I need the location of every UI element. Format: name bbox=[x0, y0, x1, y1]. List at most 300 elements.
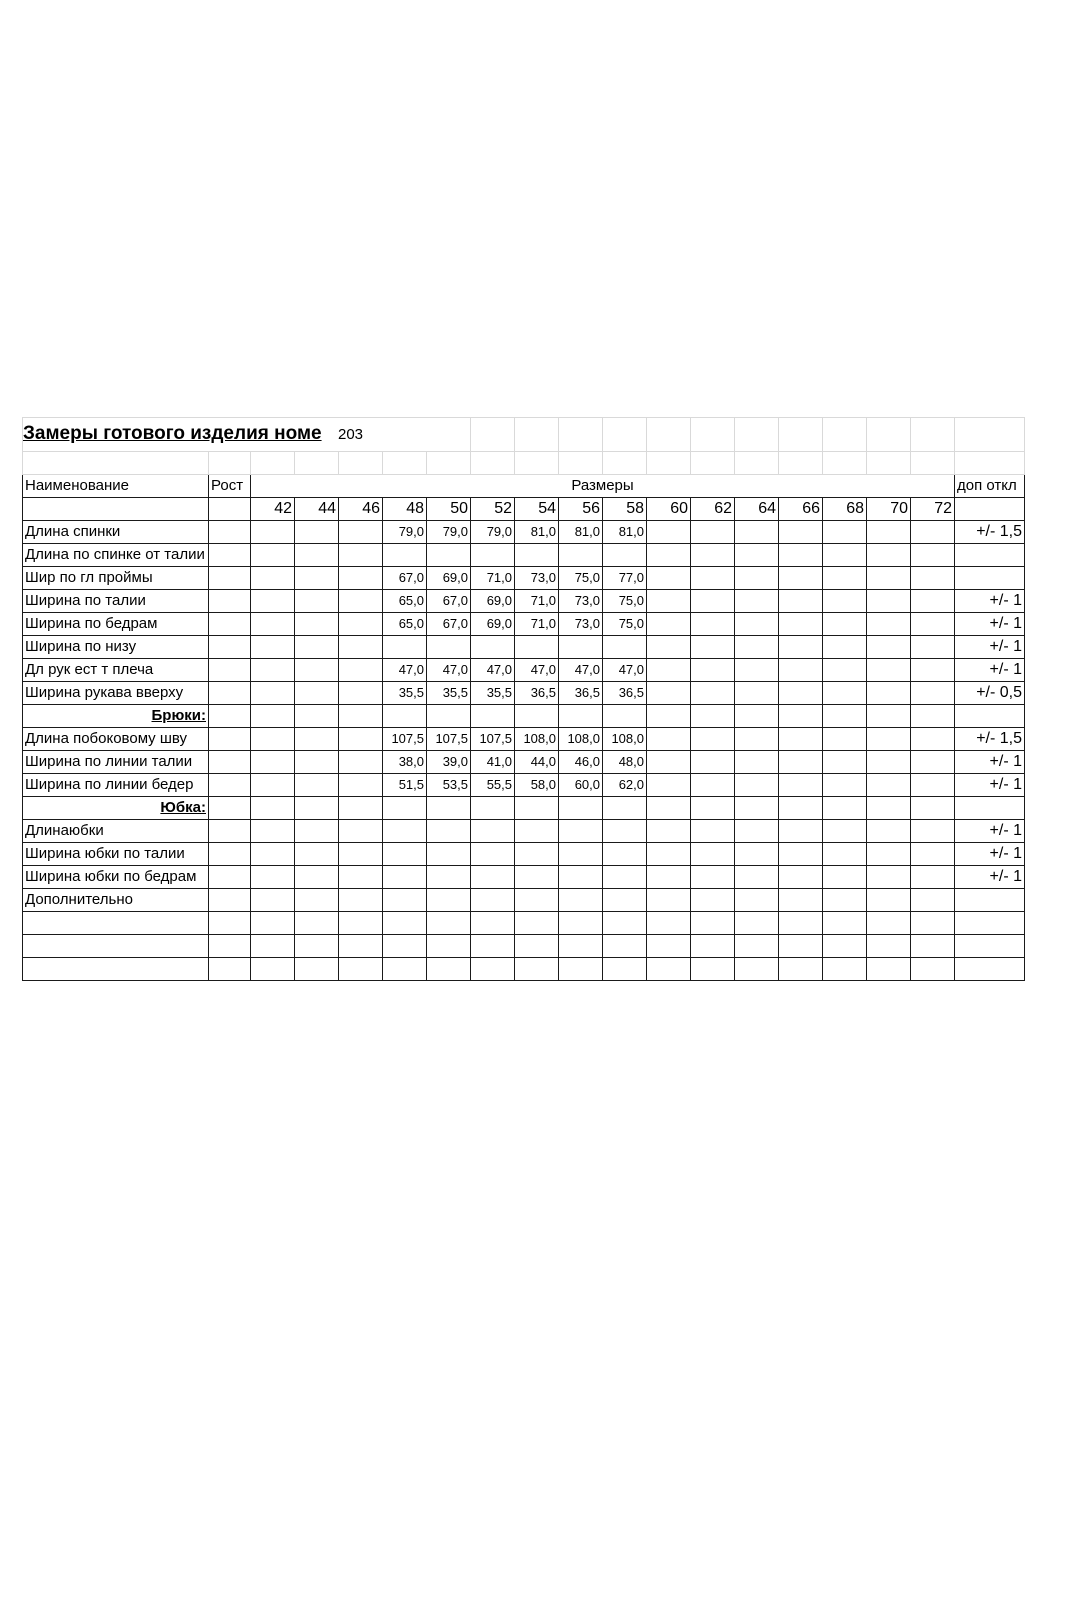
row-name: Длина побоковому шву bbox=[23, 728, 209, 751]
value-cell bbox=[691, 544, 735, 567]
value-cell bbox=[339, 797, 383, 820]
value-cell: 47,0 bbox=[427, 659, 471, 682]
value-cell bbox=[735, 636, 779, 659]
value-cell bbox=[823, 544, 867, 567]
value-cell: 47,0 bbox=[559, 659, 603, 682]
value-cell bbox=[251, 521, 295, 544]
height-cell bbox=[209, 912, 251, 935]
value-cell bbox=[647, 751, 691, 774]
value-cell bbox=[339, 636, 383, 659]
value-cell bbox=[867, 728, 911, 751]
size-header: 72 bbox=[911, 498, 955, 521]
value-cell bbox=[339, 659, 383, 682]
value-cell: 67,0 bbox=[427, 590, 471, 613]
value-cell bbox=[867, 843, 911, 866]
value-cell bbox=[515, 866, 559, 889]
value-cell bbox=[779, 912, 823, 935]
value-cell bbox=[339, 866, 383, 889]
size-header: 62 bbox=[691, 498, 735, 521]
value-cell: 35,5 bbox=[471, 682, 515, 705]
value-cell bbox=[427, 935, 471, 958]
height-cell bbox=[209, 958, 251, 981]
value-cell bbox=[867, 797, 911, 820]
value-cell bbox=[383, 889, 427, 912]
table-row bbox=[23, 728, 1025, 751]
value-cell: 75,0 bbox=[603, 613, 647, 636]
value-cell bbox=[735, 912, 779, 935]
value-cell: 69,0 bbox=[471, 590, 515, 613]
value-cell bbox=[383, 544, 427, 567]
value-cell bbox=[911, 843, 955, 866]
value-cell bbox=[823, 659, 867, 682]
table-row bbox=[23, 590, 1025, 613]
row-name: Длинаюбки bbox=[23, 820, 209, 843]
value-cell bbox=[691, 567, 735, 590]
header-row bbox=[23, 475, 1025, 498]
value-cell bbox=[691, 774, 735, 797]
size-header-blank bbox=[955, 498, 1025, 521]
row-name: Ширина юбки по талии bbox=[23, 843, 209, 866]
section-row bbox=[23, 797, 1025, 820]
value-cell bbox=[911, 613, 955, 636]
header-sizes: Размеры bbox=[251, 475, 955, 498]
value-cell bbox=[823, 958, 867, 981]
row-name bbox=[23, 935, 209, 958]
value-cell bbox=[735, 889, 779, 912]
value-cell bbox=[779, 728, 823, 751]
value-cell bbox=[779, 843, 823, 866]
value-cell bbox=[251, 889, 295, 912]
value-cell bbox=[691, 797, 735, 820]
value-cell bbox=[735, 613, 779, 636]
height-cell bbox=[209, 774, 251, 797]
table-row bbox=[23, 843, 1025, 866]
value-cell bbox=[779, 590, 823, 613]
value-cell bbox=[691, 613, 735, 636]
table-row bbox=[23, 682, 1025, 705]
value-cell: 51,5 bbox=[383, 774, 427, 797]
size-header-blank bbox=[23, 498, 209, 521]
tolerance-cell: +/- 1 bbox=[955, 820, 1025, 843]
value-cell: 81,0 bbox=[559, 521, 603, 544]
value-cell bbox=[779, 935, 823, 958]
value-cell bbox=[911, 935, 955, 958]
tolerance-cell: +/- 1 bbox=[955, 866, 1025, 889]
value-cell bbox=[471, 797, 515, 820]
value-cell: 71,0 bbox=[515, 613, 559, 636]
value-cell bbox=[779, 682, 823, 705]
value-cell: 39,0 bbox=[427, 751, 471, 774]
row-name: Длина по спинке от талии bbox=[23, 544, 209, 567]
value-cell bbox=[603, 636, 647, 659]
table-row bbox=[23, 912, 1025, 935]
value-cell bbox=[559, 912, 603, 935]
section-label: Юбка: bbox=[23, 797, 209, 820]
value-cell: 108,0 bbox=[603, 728, 647, 751]
value-cell bbox=[779, 636, 823, 659]
table-row bbox=[23, 613, 1025, 636]
value-cell bbox=[823, 751, 867, 774]
value-cell: 75,0 bbox=[559, 567, 603, 590]
size-header-blank bbox=[209, 498, 251, 521]
value-cell bbox=[867, 774, 911, 797]
value-cell bbox=[515, 636, 559, 659]
table-row bbox=[23, 889, 1025, 912]
row-name: Ширина по линии талии bbox=[23, 751, 209, 774]
header-name: Наименование bbox=[23, 475, 209, 498]
tolerance-cell: +/- 1 bbox=[955, 659, 1025, 682]
value-cell bbox=[823, 889, 867, 912]
row-name bbox=[23, 912, 209, 935]
value-cell bbox=[383, 866, 427, 889]
height-cell bbox=[209, 797, 251, 820]
header-tolerance: доп откл bbox=[955, 475, 1025, 498]
value-cell bbox=[867, 659, 911, 682]
value-cell bbox=[911, 820, 955, 843]
value-cell bbox=[295, 889, 339, 912]
value-cell: 79,0 bbox=[427, 521, 471, 544]
value-cell bbox=[339, 728, 383, 751]
value-cell bbox=[295, 659, 339, 682]
value-cell: 75,0 bbox=[603, 590, 647, 613]
value-cell bbox=[251, 958, 295, 981]
value-cell bbox=[691, 682, 735, 705]
header-height: Рост bbox=[209, 475, 251, 498]
value-cell bbox=[911, 912, 955, 935]
value-cell bbox=[427, 958, 471, 981]
model-number: 203 bbox=[338, 426, 364, 443]
value-cell bbox=[735, 958, 779, 981]
value-cell bbox=[647, 659, 691, 682]
value-cell bbox=[559, 820, 603, 843]
value-cell bbox=[471, 820, 515, 843]
tolerance-cell bbox=[955, 705, 1025, 728]
tolerance-cell: +/- 1 bbox=[955, 613, 1025, 636]
value-cell bbox=[691, 866, 735, 889]
value-cell bbox=[295, 912, 339, 935]
value-cell bbox=[735, 843, 779, 866]
value-cell: 36,5 bbox=[603, 682, 647, 705]
value-cell bbox=[647, 958, 691, 981]
value-cell bbox=[779, 820, 823, 843]
value-cell bbox=[647, 843, 691, 866]
value-cell bbox=[779, 751, 823, 774]
value-cell bbox=[383, 843, 427, 866]
value-cell bbox=[251, 912, 295, 935]
value-cell bbox=[735, 567, 779, 590]
value-cell bbox=[647, 682, 691, 705]
value-cell bbox=[251, 797, 295, 820]
value-cell bbox=[779, 521, 823, 544]
value-cell bbox=[867, 613, 911, 636]
value-cell bbox=[647, 866, 691, 889]
table-row bbox=[23, 544, 1025, 567]
value-cell bbox=[603, 843, 647, 866]
value-cell bbox=[823, 613, 867, 636]
value-cell bbox=[383, 912, 427, 935]
value-cell bbox=[823, 935, 867, 958]
value-cell bbox=[559, 705, 603, 728]
tolerance-cell bbox=[955, 567, 1025, 590]
value-cell bbox=[295, 820, 339, 843]
value-cell bbox=[691, 843, 735, 866]
row-name bbox=[23, 958, 209, 981]
title-cell bbox=[23, 418, 471, 452]
size-header: 54 bbox=[515, 498, 559, 521]
value-cell bbox=[867, 544, 911, 567]
value-cell: 36,5 bbox=[559, 682, 603, 705]
value-cell bbox=[339, 705, 383, 728]
value-cell bbox=[735, 774, 779, 797]
table-row bbox=[23, 958, 1025, 981]
value-cell bbox=[251, 544, 295, 567]
height-cell bbox=[209, 682, 251, 705]
value-cell bbox=[867, 751, 911, 774]
value-cell bbox=[603, 705, 647, 728]
tolerance-cell: +/- 1 bbox=[955, 590, 1025, 613]
value-cell bbox=[295, 751, 339, 774]
value-cell bbox=[779, 774, 823, 797]
tolerance-cell bbox=[955, 544, 1025, 567]
value-cell bbox=[823, 567, 867, 590]
value-cell bbox=[515, 912, 559, 935]
value-cell bbox=[295, 705, 339, 728]
size-header: 66 bbox=[779, 498, 823, 521]
value-cell bbox=[691, 935, 735, 958]
value-cell bbox=[295, 521, 339, 544]
value-cell bbox=[295, 590, 339, 613]
value-cell bbox=[735, 544, 779, 567]
height-cell bbox=[209, 935, 251, 958]
value-cell: 79,0 bbox=[383, 521, 427, 544]
value-cell bbox=[647, 820, 691, 843]
value-cell bbox=[559, 544, 603, 567]
value-cell bbox=[823, 843, 867, 866]
value-cell bbox=[471, 843, 515, 866]
height-cell bbox=[209, 636, 251, 659]
value-cell bbox=[911, 889, 955, 912]
value-cell bbox=[779, 797, 823, 820]
value-cell bbox=[339, 889, 383, 912]
value-cell bbox=[295, 544, 339, 567]
tolerance-cell: +/- 1 bbox=[955, 636, 1025, 659]
value-cell bbox=[691, 889, 735, 912]
value-cell bbox=[647, 797, 691, 820]
height-cell bbox=[209, 866, 251, 889]
value-cell bbox=[339, 682, 383, 705]
value-cell: 71,0 bbox=[471, 567, 515, 590]
table-row bbox=[23, 659, 1025, 682]
value-cell bbox=[339, 820, 383, 843]
value-cell bbox=[735, 866, 779, 889]
value-cell bbox=[603, 958, 647, 981]
size-header: 70 bbox=[867, 498, 911, 521]
tolerance-cell bbox=[955, 797, 1025, 820]
height-cell bbox=[209, 705, 251, 728]
value-cell: 48,0 bbox=[603, 751, 647, 774]
value-cell bbox=[339, 751, 383, 774]
height-cell bbox=[209, 590, 251, 613]
value-cell bbox=[339, 774, 383, 797]
value-cell bbox=[823, 682, 867, 705]
value-cell: 107,5 bbox=[471, 728, 515, 751]
value-cell bbox=[911, 866, 955, 889]
height-cell bbox=[209, 521, 251, 544]
value-cell bbox=[691, 521, 735, 544]
height-cell bbox=[209, 751, 251, 774]
value-cell bbox=[911, 659, 955, 682]
tolerance-cell: +/- 0,5 bbox=[955, 682, 1025, 705]
row-name: Длина спинки bbox=[23, 521, 209, 544]
value-cell: 47,0 bbox=[383, 659, 427, 682]
value-cell bbox=[471, 912, 515, 935]
tolerance-cell bbox=[955, 889, 1025, 912]
value-cell bbox=[779, 958, 823, 981]
value-cell bbox=[647, 567, 691, 590]
value-cell: 77,0 bbox=[603, 567, 647, 590]
value-cell bbox=[823, 590, 867, 613]
value-cell bbox=[823, 774, 867, 797]
value-cell bbox=[427, 866, 471, 889]
value-cell bbox=[691, 636, 735, 659]
value-cell: 58,0 bbox=[515, 774, 559, 797]
value-cell bbox=[339, 912, 383, 935]
value-cell: 67,0 bbox=[383, 567, 427, 590]
value-cell bbox=[339, 843, 383, 866]
row-name: Ширина юбки по бедрам bbox=[23, 866, 209, 889]
row-name: Ширина рукава вверху bbox=[23, 682, 209, 705]
value-cell bbox=[471, 636, 515, 659]
value-cell: 44,0 bbox=[515, 751, 559, 774]
value-cell bbox=[427, 544, 471, 567]
value-cell bbox=[559, 935, 603, 958]
value-cell bbox=[735, 521, 779, 544]
tolerance-cell: +/- 1 bbox=[955, 751, 1025, 774]
value-cell bbox=[603, 935, 647, 958]
value-cell bbox=[339, 935, 383, 958]
value-cell bbox=[647, 705, 691, 728]
tolerance-cell: +/- 1,5 bbox=[955, 521, 1025, 544]
value-cell bbox=[471, 958, 515, 981]
value-cell bbox=[383, 820, 427, 843]
section-row bbox=[23, 705, 1025, 728]
row-name: Ширина по бедрам bbox=[23, 613, 209, 636]
value-cell bbox=[823, 820, 867, 843]
value-cell bbox=[427, 912, 471, 935]
value-cell bbox=[339, 521, 383, 544]
value-cell: 73,0 bbox=[515, 567, 559, 590]
value-cell bbox=[427, 636, 471, 659]
value-cell bbox=[911, 544, 955, 567]
value-cell bbox=[251, 567, 295, 590]
value-cell: 79,0 bbox=[471, 521, 515, 544]
value-cell bbox=[779, 544, 823, 567]
value-cell bbox=[867, 958, 911, 981]
value-cell bbox=[251, 935, 295, 958]
value-cell bbox=[735, 935, 779, 958]
table-body bbox=[23, 418, 1025, 981]
value-cell bbox=[559, 866, 603, 889]
value-cell bbox=[295, 843, 339, 866]
value-cell bbox=[295, 866, 339, 889]
value-cell: 35,5 bbox=[383, 682, 427, 705]
value-cell bbox=[779, 613, 823, 636]
value-cell bbox=[603, 820, 647, 843]
value-cell: 108,0 bbox=[515, 728, 559, 751]
value-cell bbox=[383, 958, 427, 981]
value-cell bbox=[735, 659, 779, 682]
value-cell bbox=[735, 751, 779, 774]
table-row bbox=[23, 567, 1025, 590]
value-cell bbox=[691, 590, 735, 613]
tolerance-cell: +/- 1 bbox=[955, 843, 1025, 866]
value-cell bbox=[383, 935, 427, 958]
value-cell bbox=[867, 682, 911, 705]
value-cell: 46,0 bbox=[559, 751, 603, 774]
value-cell bbox=[295, 728, 339, 751]
value-cell bbox=[867, 636, 911, 659]
value-cell bbox=[427, 843, 471, 866]
table-row bbox=[23, 935, 1025, 958]
row-name: Ширина по талии bbox=[23, 590, 209, 613]
value-cell bbox=[911, 705, 955, 728]
value-cell: 65,0 bbox=[383, 590, 427, 613]
value-cell bbox=[339, 958, 383, 981]
height-cell bbox=[209, 567, 251, 590]
value-cell bbox=[339, 590, 383, 613]
value-cell bbox=[647, 521, 691, 544]
tolerance-cell bbox=[955, 912, 1025, 935]
value-cell bbox=[383, 797, 427, 820]
value-cell bbox=[779, 889, 823, 912]
value-cell: 69,0 bbox=[427, 567, 471, 590]
height-cell bbox=[209, 659, 251, 682]
value-cell bbox=[515, 958, 559, 981]
value-cell: 35,5 bbox=[427, 682, 471, 705]
value-cell bbox=[823, 705, 867, 728]
value-cell: 107,5 bbox=[383, 728, 427, 751]
value-cell bbox=[295, 774, 339, 797]
value-cell bbox=[647, 728, 691, 751]
value-cell bbox=[911, 590, 955, 613]
value-cell bbox=[251, 682, 295, 705]
value-cell bbox=[515, 889, 559, 912]
value-cell bbox=[647, 590, 691, 613]
value-cell: 67,0 bbox=[427, 613, 471, 636]
value-cell bbox=[823, 728, 867, 751]
height-cell bbox=[209, 843, 251, 866]
value-cell: 73,0 bbox=[559, 613, 603, 636]
value-cell bbox=[295, 567, 339, 590]
size-header: 58 bbox=[603, 498, 647, 521]
row-name: Дополнительно bbox=[23, 889, 209, 912]
value-cell: 47,0 bbox=[471, 659, 515, 682]
value-cell: 47,0 bbox=[603, 659, 647, 682]
value-cell bbox=[647, 935, 691, 958]
size-header: 44 bbox=[295, 498, 339, 521]
value-cell bbox=[251, 613, 295, 636]
value-cell bbox=[911, 774, 955, 797]
size-header: 68 bbox=[823, 498, 867, 521]
table-row bbox=[23, 774, 1025, 797]
table-row bbox=[23, 521, 1025, 544]
height-cell bbox=[209, 889, 251, 912]
size-header: 64 bbox=[735, 498, 779, 521]
value-cell bbox=[823, 636, 867, 659]
value-cell bbox=[735, 682, 779, 705]
value-cell: 62,0 bbox=[603, 774, 647, 797]
value-cell bbox=[603, 797, 647, 820]
